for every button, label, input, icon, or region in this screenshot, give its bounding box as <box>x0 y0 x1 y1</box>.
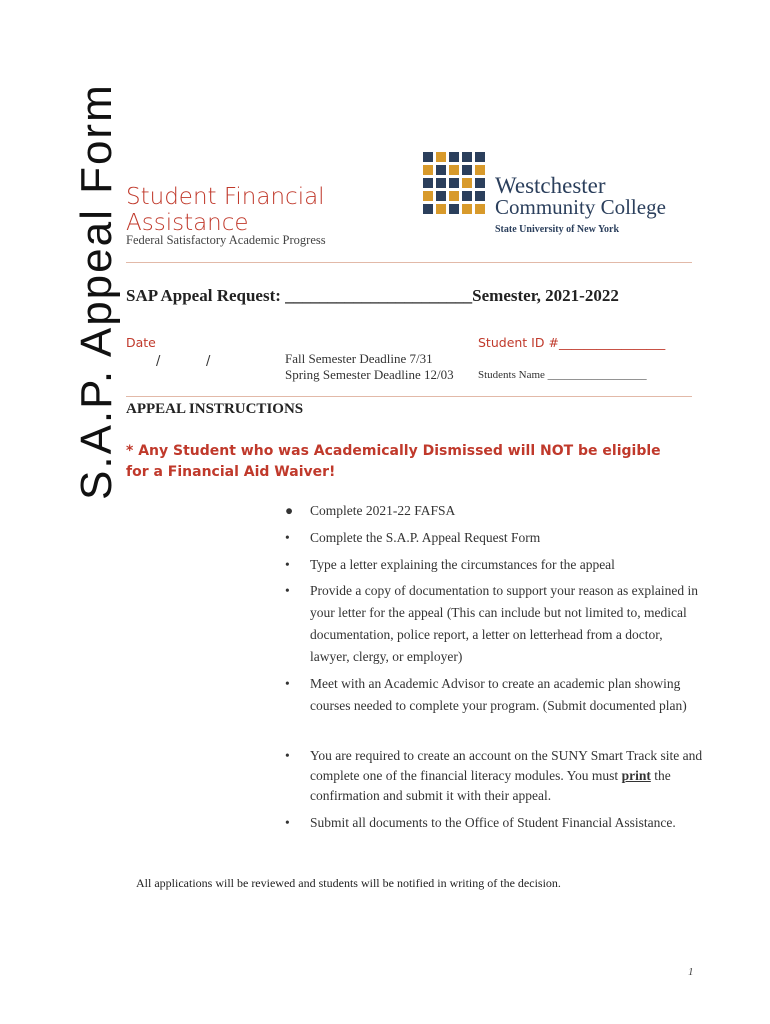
review-notice: All applications will be reviewed and students will be notified in writing of the decision. <box>136 876 561 890</box>
bullet-icon: • <box>285 583 290 598</box>
date-label: Date <box>126 335 156 350</box>
instruction-item: • Complete the S.A.P. Appeal Request Form <box>285 527 705 549</box>
logo-name-line2: Community College <box>495 195 666 219</box>
student-name-field[interactable]: Students Name __________________ <box>478 369 647 381</box>
logo-name-line1: Westchester <box>495 173 606 198</box>
appeal-instructions-title: APPEAL INSTRUCTIONS <box>126 401 304 417</box>
college-logo <box>423 152 693 236</box>
header-title <box>126 184 325 236</box>
dismissal-warning: * Any Student who was Academically Dismissed will NOT be eligible for a Financial Aid Waiver! <box>126 443 661 480</box>
instruction-item <box>285 746 705 806</box>
instruction-item: ● Complete 2021-22 FAFSA <box>285 500 705 522</box>
suny-instruction-text-end: the confirmation and submit it with their appeal. <box>310 768 671 803</box>
instruction-item: • Meet with an Academic Advisor to create an academic plan showing courses needed to complete your program. (Submit documented plan) <box>285 673 705 717</box>
page-number: 1 <box>688 966 694 978</box>
bullet-icon: ● <box>285 503 294 518</box>
bullet-icon: • <box>285 557 290 572</box>
instruction-item: • Submit all documents to the Office of Student Financial Assistance. <box>285 812 705 834</box>
header-subtitle: Federal Satisfactory Academic Progress <box>126 233 326 247</box>
sap-request-label: SAP Appeal Request: <box>126 286 281 305</box>
logo-tagline: State University of New York <box>495 224 620 235</box>
bullet-icon: • <box>285 815 290 830</box>
sap-appeal-request <box>126 286 619 306</box>
spring-deadline: Spring Semester Deadline 12/03 <box>285 367 454 382</box>
form-side-title: S.A.P. Appeal Form <box>72 83 121 500</box>
sap-request-semester: Semester, 2021-2022 <box>472 286 619 305</box>
instruction-item: • Provide a copy of documentation to support your reason as explained in your letter for the appeal (This can include but not limited to, medical documentation, police report, a letter on letterhead from a doctor, lawyer, clergy, or employer) <box>285 580 705 668</box>
section-divider <box>126 396 692 397</box>
bullet-icon: • <box>285 676 290 691</box>
instruction-item: • Type a letter explaining the circumstances for the appeal <box>285 554 705 576</box>
bullet-icon: • <box>285 530 290 545</box>
header-title-line2: Assistance <box>126 210 249 236</box>
student-id-field[interactable]: Student ID #_________________ <box>478 335 666 350</box>
fall-deadline: Fall Semester Deadline 7/31 <box>285 351 433 366</box>
header-title-line1: Student Financial <box>126 184 325 210</box>
logo-grid-icon <box>423 152 485 214</box>
print-emphasis: print <box>621 768 651 783</box>
date-separator: / <box>206 354 211 369</box>
sap-request-blank[interactable]: ______________________ <box>285 286 473 305</box>
bullet-icon: • <box>285 748 290 763</box>
date-separator: / <box>156 354 161 369</box>
header-divider <box>126 262 692 263</box>
suny-instruction-text: You are required to create an account on the SUNY Smart Track site and complete one of the financial literacy modules. You must <box>310 748 703 783</box>
